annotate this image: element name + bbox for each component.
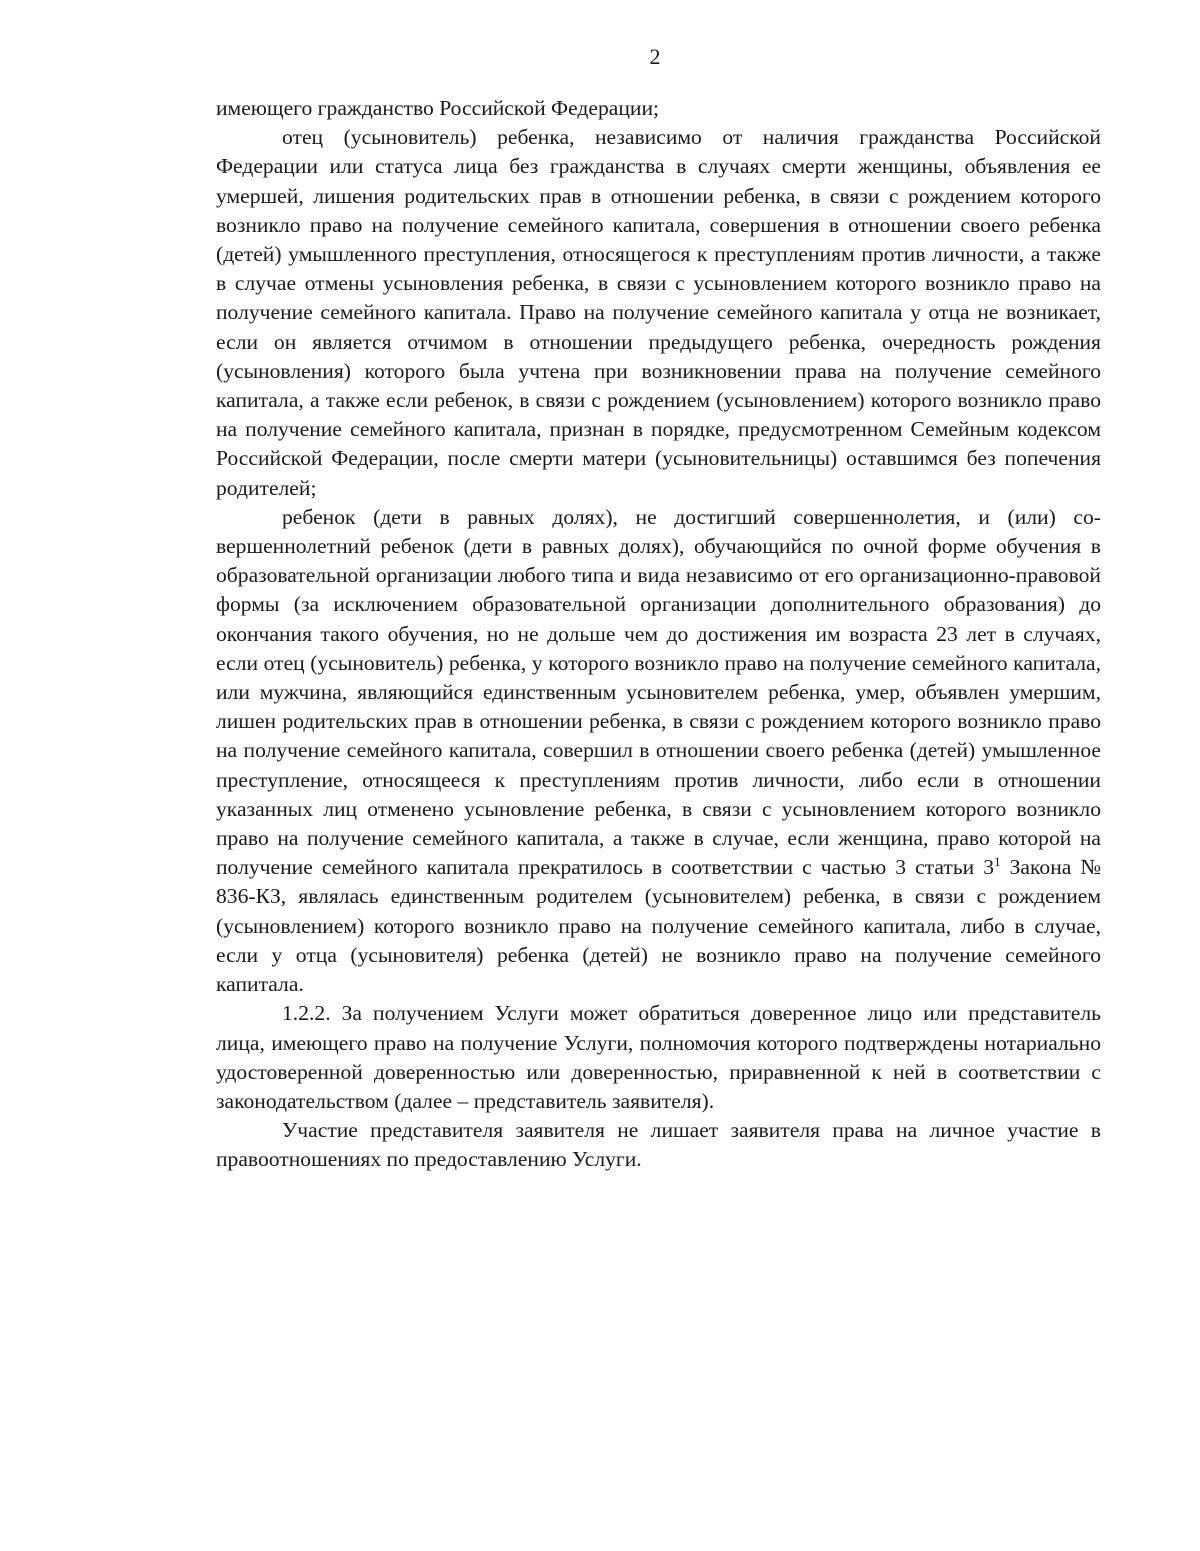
page-number: 2 [649, 44, 661, 69]
paragraph-representative: Участие представителя заявителя не лишает заявителя права на личное участие в правоотношениях по предоставлению Услуги. [216, 1118, 1101, 1172]
paragraph-continuation: имеющего гражданство Российской Федерации; [216, 96, 660, 120]
article-superscript: 1 [994, 854, 1001, 870]
paragraph-1-2-2: 1.2.2. За получением Услуги может обратиться доверенное лицо или представитель лица, имеющего право на получение Услуги, полномочия которого подтверждены нотариально удостоверенной доверенностью или доверенностью, приравненной к ней в соответствии с законодательством (далее – представитель заявителя). [216, 1001, 1101, 1113]
paragraph-child-text-part2: Закона № 836-КЗ, являлась единственным родителем (усыновителем) ребенка, в связи с рождением (усыновлением) которого возникло право на получение семейного капитала, либо в случае, если у отца (усыновителя) ребенка (детей) не возникло право на получение семейного капитала. [216, 855, 1101, 997]
paragraph-father: отец (усыновитель) ребенка, независимо от наличия гражданства Российской Федерации или статуса лица без гражданства в случаях смерти женщины, объявления ее умершей, лишения родительских прав в отношении ребенка, в связи с рождением которого возникло право на получение семейного капитала, совершения в отношении своего ребенка (детей) умышленного преступления, относящегося к преступлениям против личности, а также в случае отмены усыновления ребенка, в связи с усыновлением которого возникло право на получение семейного капитала. Право на получение семейного капитала у отца не возникает, если он является отчимом в отношении предыдущего ребенка, очередность рождения (усыновления) которого была учтена при возникновении права на получение семейного капитала, а также если ребенок, в связи с рождением (усыновлением) которого возникло право на получение семейного капитала, признан в порядке, предусмотренном Семейным кодексом Российской Федерации, после смерти матери (усыновительницы) оставшимся без попечения родителей; [216, 125, 1101, 500]
paragraph-child-text-part1: ребенок (дети в равных долях), не достигший совершеннолетия, и (или) совершеннолетний ребенок (дети в равных долях), обучающийся по очной форме обучения в образовательной организации любого типа и вида независимо от его организационно-правовой формы (за исключением образовательной организации дополнительного образования) до окончания такого обучения, но не дольше чем до достижения им возраста 23 лет в случаях, если отец (усыновитель) ребенка, у которого возникло право на получение семейного капитала, или мужчина, являющийся единственным усыновителем ребенка, умер, объявлен умершим, лишен родительских прав в отношении ребенка, в связи с рождением которого возникло право на получение семейного капитала, совершил в отношении своего ребенка (детей) умышленное преступление, относящееся к преступлениям против личности, либо если в отношении указанных лиц отменено усыновление ребенка, в связи с усыновлением которого возникло право на получение семейного капитала, а также в случае, если женщина, право которой на получение семейного капитала прекратилось в соответствии с частью 3 статьи 3 [216, 504, 1101, 880]
document-body [216, 94, 1101, 1175]
paragraph-child [216, 503, 1101, 999]
